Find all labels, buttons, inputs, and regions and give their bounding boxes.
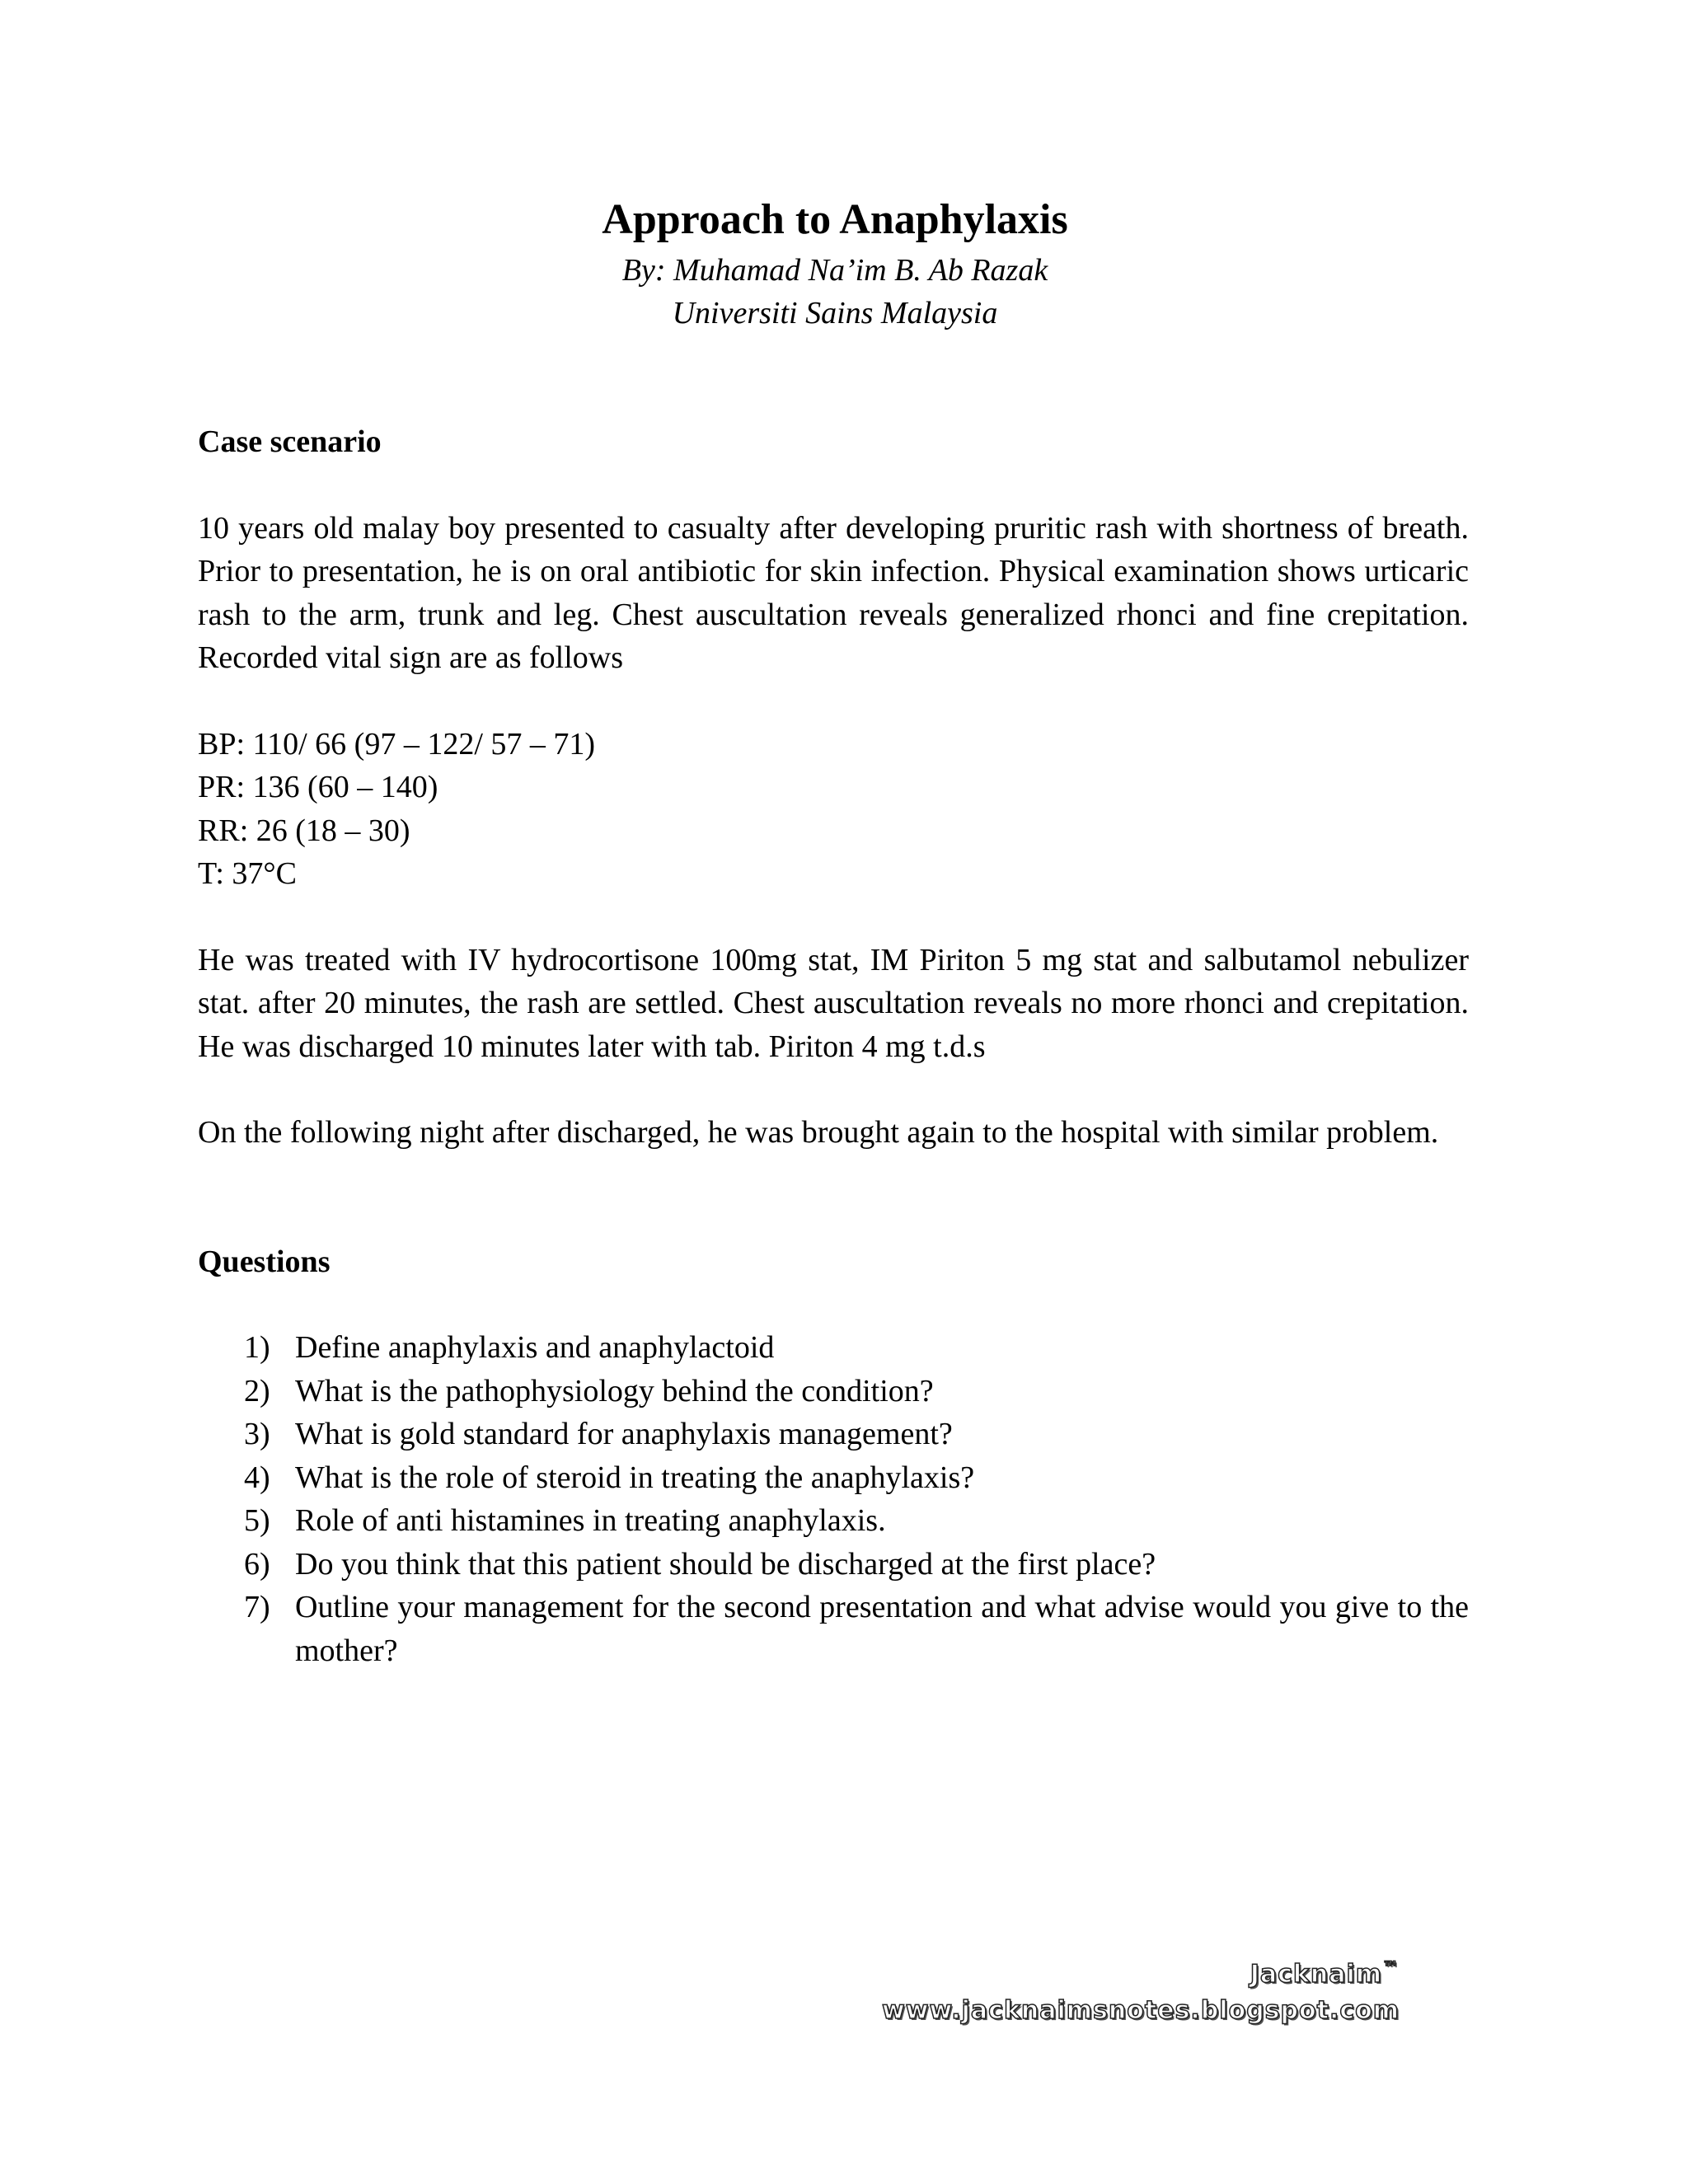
- vital-sign-rr: RR: 26 (18 – 30): [198, 813, 410, 848]
- question-text: Do you think that this patient should be discharged at the first place?: [295, 1546, 1156, 1582]
- followup-paragraph: On the following night after discharged, he was brought again to the hospital with similar problem.: [198, 1115, 1439, 1150]
- question-number: 4): [244, 1460, 270, 1495]
- footer-watermark: [882, 1957, 1400, 2029]
- question-text: What is gold standard for anaphylaxis management?: [295, 1417, 953, 1451]
- trademark-symbol: ™: [1382, 1957, 1400, 1977]
- questions-heading: Questions: [198, 1244, 331, 1279]
- footer-brand: [882, 1957, 1400, 1993]
- question-number: 7): [244, 1590, 270, 1624]
- question-item: [244, 1326, 1469, 1370]
- vital-sign-bp: BP: 110/ 66 (97 – 122/ 57 – 71): [198, 726, 596, 762]
- affiliation-line: Universiti Sains Malaysia: [672, 296, 998, 330]
- treatment-paragraph: He was treated with IV hydrocortisone 100mg stat, IM Piriton 5 mg stat and salbutamol nebulizer stat. after 20 minutes, the rash are settled. Chest auscultation reveals no more rhonci and crepitation. He was discharged 10 minutes later with tab. Piriton 4 mg t.d.s: [198, 942, 1469, 1064]
- footer-url: www.jacknaimsnotes.blogspot.com: [882, 1996, 1400, 2025]
- question-number: 1): [244, 1330, 270, 1365]
- document-title: Approach to Anaphylaxis: [602, 196, 1068, 243]
- question-text: What is the pathophysiology behind the condition?: [295, 1373, 934, 1408]
- questions-list: [198, 1326, 1469, 1672]
- question-number: 6): [244, 1546, 270, 1582]
- case-scenario-heading: Case scenario: [198, 424, 382, 459]
- question-number: 5): [244, 1503, 270, 1538]
- vital-sign-temp: T: 37°C: [198, 856, 297, 891]
- question-item: [244, 1586, 1469, 1672]
- question-item: [244, 1370, 1469, 1413]
- question-text: Define anaphylaxis and anaphylactoid: [295, 1330, 775, 1365]
- footer-brand-name: Jacknaim: [1250, 1960, 1382, 1989]
- case-intro-paragraph: 10 years old malay boy presented to casualty after developing pruritic rash with shortness of breath. Prior to presentation, he is on oral antibiotic for skin infection. Physical examination shows urticaric rash to the arm, trunk and leg. Chest auscultation reveals generalized rhonci and fine crepitation. Recorded vital sign are as follows: [198, 510, 1469, 675]
- question-text: What is the role of steroid in treating the anaphylaxis?: [295, 1460, 975, 1495]
- author-line: By: Muhamad Na’im B. Ab Razak: [621, 253, 1048, 288]
- question-item: [244, 1413, 1469, 1456]
- vital-sign-pr: PR: 136 (60 – 140): [198, 770, 438, 804]
- question-number: 2): [244, 1373, 270, 1408]
- vital-signs-list: [198, 723, 1469, 896]
- question-item: [244, 1499, 1469, 1543]
- question-number: 3): [244, 1417, 270, 1451]
- question-text: Outline your management for the second presentation and what advise would you give to the mother?: [295, 1590, 1469, 1668]
- question-text: Role of anti histamines in treating anaphylaxis.: [295, 1503, 886, 1538]
- document-body: [198, 420, 1469, 1672]
- question-item: [244, 1456, 1469, 1500]
- document-header: [0, 191, 1670, 335]
- question-item: [244, 1543, 1469, 1586]
